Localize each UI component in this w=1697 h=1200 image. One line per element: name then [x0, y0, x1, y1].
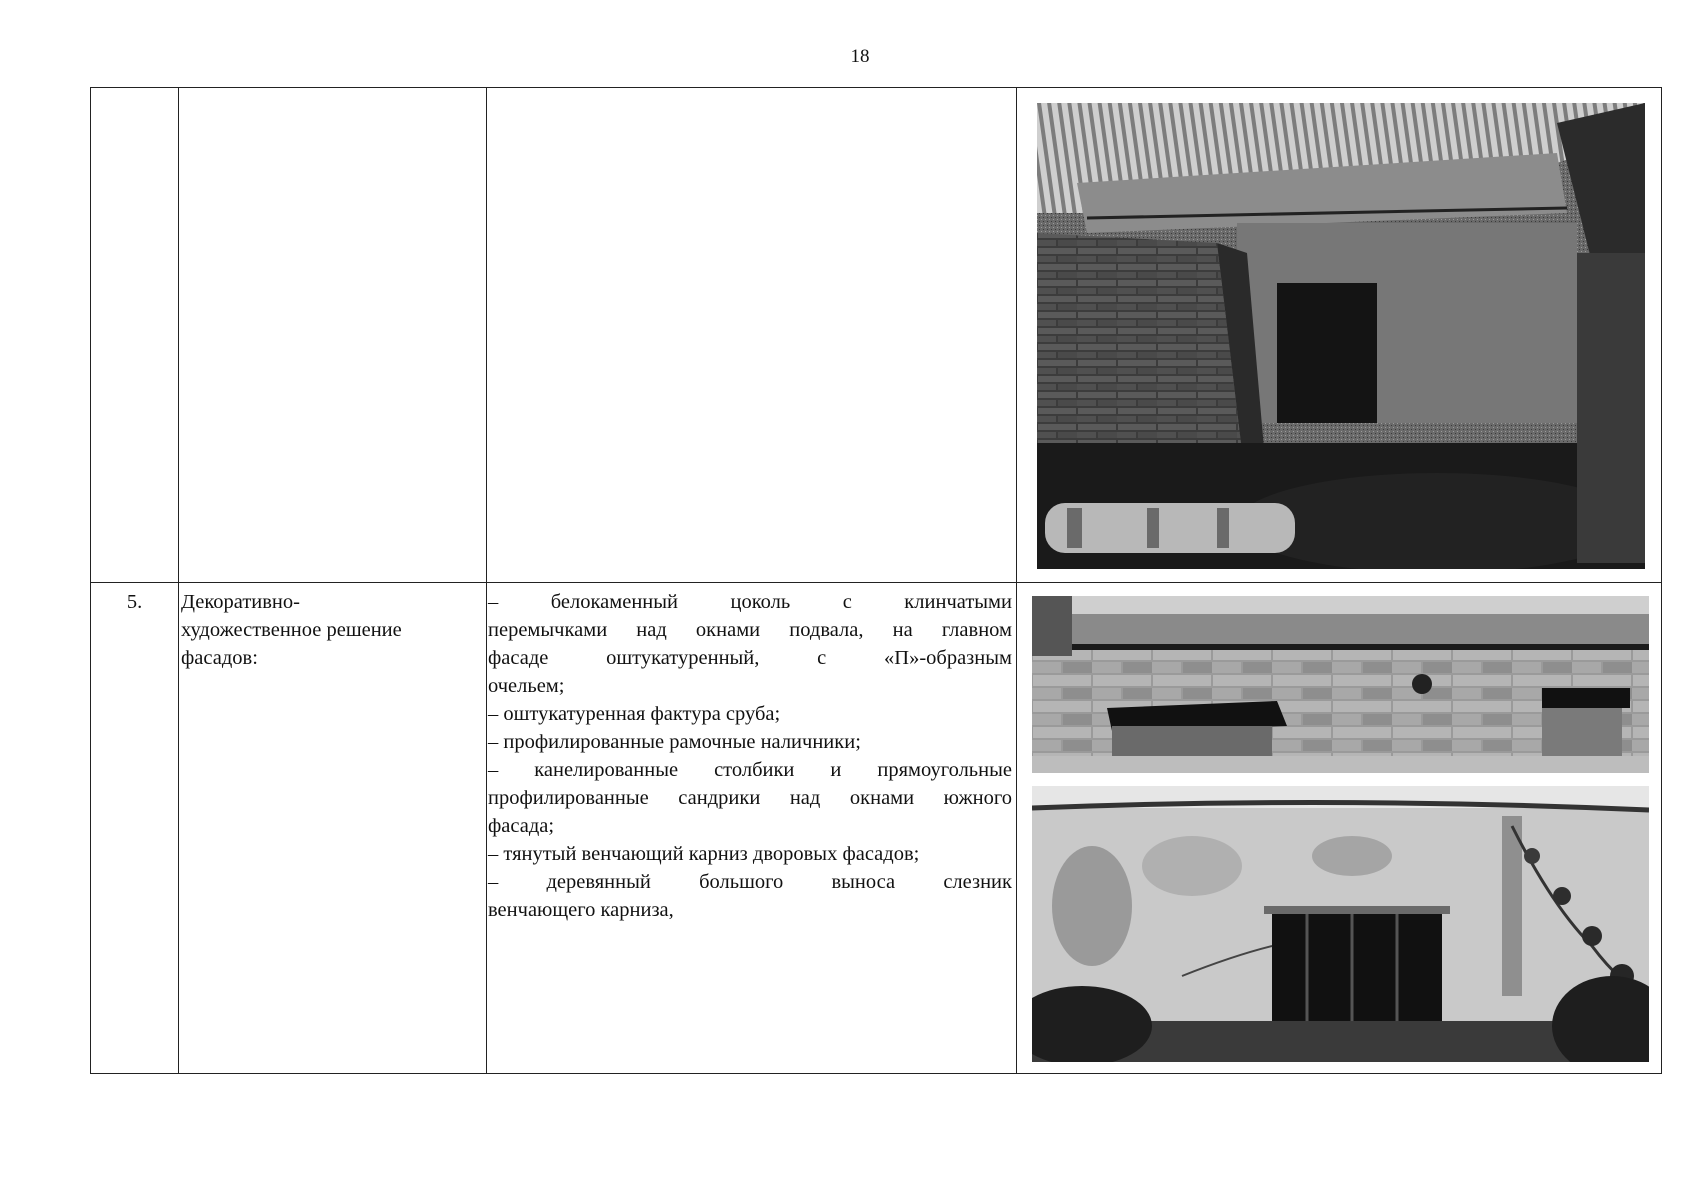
name-line: художественное решение: [181, 619, 402, 641]
row-description-cell: [486, 582, 1016, 1073]
name-line: фасадов:: [181, 647, 258, 669]
photo-stone-plinth: [1032, 596, 1649, 773]
name-line: Декоративно-: [181, 591, 300, 613]
description-line: фасаде оштукатуренный, с «П»-образным: [488, 647, 1012, 669]
row-description-cell: [486, 88, 1016, 582]
row-name-cell: [178, 582, 486, 1073]
row-number-cell: [91, 88, 178, 582]
page-number: 18: [850, 46, 870, 67]
description-line: очельем;: [488, 675, 565, 697]
row-number-cell: 5.: [126, 591, 143, 613]
table-row: [91, 88, 1661, 583]
row-photo-cell: [1016, 582, 1661, 1073]
description-line: – белокаменный цоколь с клинчатыми: [488, 591, 1012, 613]
photo-basement-window: [1032, 786, 1649, 1062]
monument-table: [90, 87, 1662, 1074]
table-row: [91, 582, 1661, 1073]
description-line: – профилированные рамочные наличники;: [488, 731, 861, 753]
row-name-cell: [178, 88, 486, 582]
description-line: – оштукатуренная фактура сруба;: [488, 703, 781, 725]
description-line: фасада;: [488, 815, 555, 837]
description-line: профилированные сандрики над окнами южного: [488, 787, 1012, 809]
description-line: – тянутый венчающий карниз дворовых фасадов;: [488, 843, 920, 865]
description-line: – деревянный большого выноса слезник: [488, 871, 1012, 893]
row-photo-cell: [1016, 88, 1661, 582]
description-line: венчающего карниза,: [488, 899, 674, 921]
description-line: – канелированные столбики и прямоугольные: [488, 759, 1012, 781]
description-line: перемычками над окнами подвала, на главном: [488, 619, 1012, 641]
photo-wall-with-roof: [1037, 103, 1645, 569]
